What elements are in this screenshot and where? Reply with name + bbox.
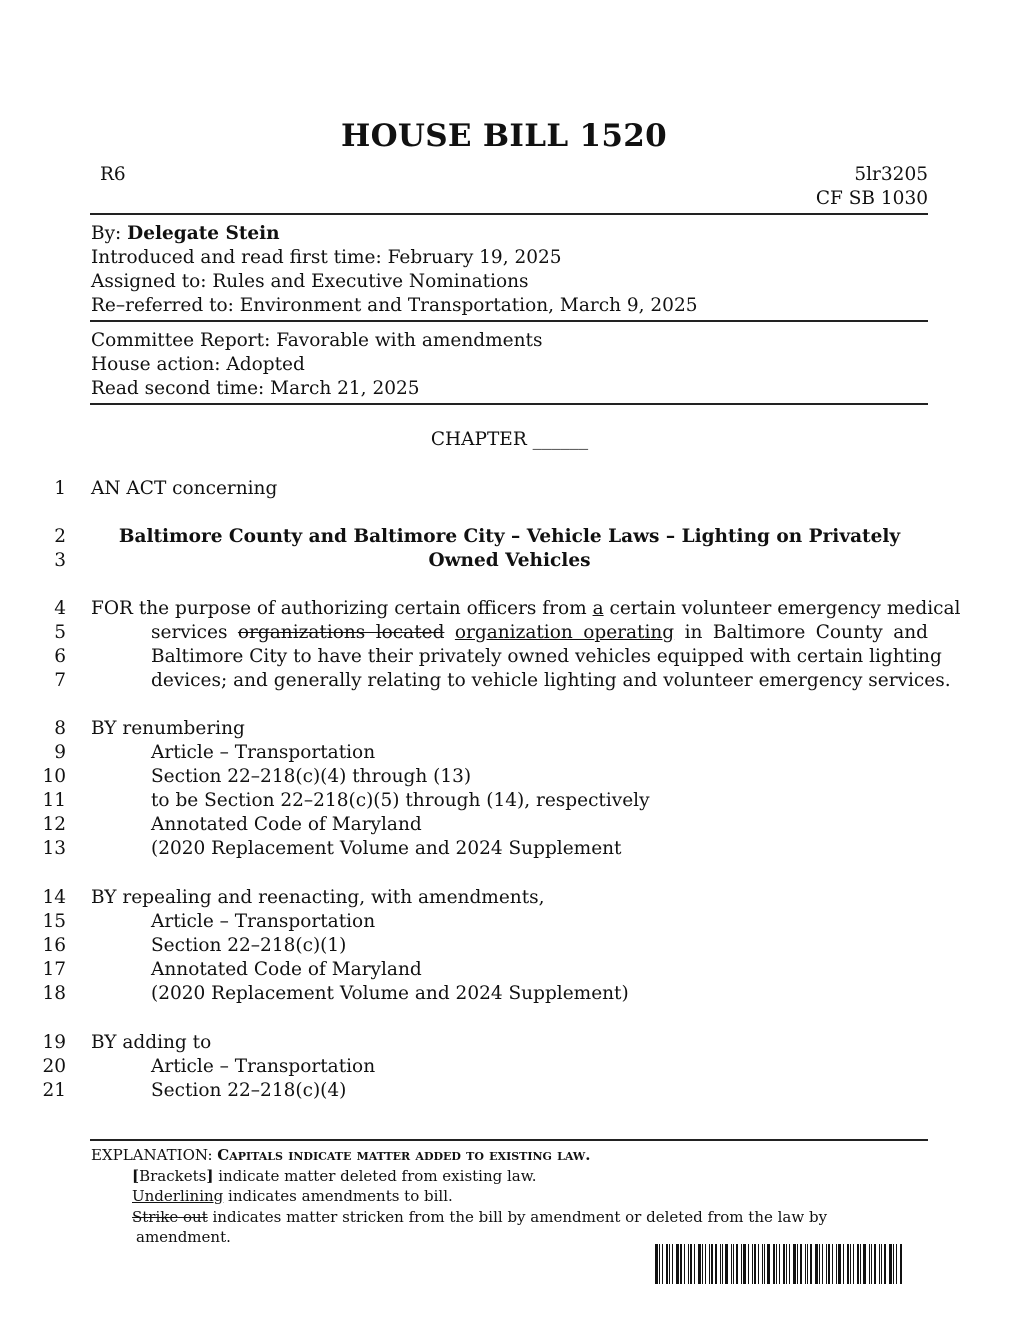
renumber-to: to be Section 22–218(c)(5) through (14), respectively [151, 790, 650, 811]
line-number: 16 [42, 935, 66, 956]
barcode-stripe [797, 1244, 798, 1284]
line-number: 19 [42, 1032, 66, 1053]
purpose-text [444, 622, 454, 643]
introduced-line: Introduced and read first time: February 19, 2025 [91, 247, 562, 268]
line-number: 11 [42, 790, 66, 811]
barcode-stripe [879, 1244, 880, 1284]
barcode-stripe [779, 1244, 780, 1284]
barcode-stripe [666, 1244, 668, 1284]
barcode-stripe [736, 1244, 738, 1284]
barcode-stripe [669, 1244, 670, 1284]
barcode-stripe [684, 1244, 685, 1284]
barcode-stripe [789, 1244, 790, 1284]
barcode-stripe [702, 1244, 703, 1284]
barcode-stripe [680, 1244, 682, 1284]
stricken-text: organizations located [237, 622, 445, 643]
barcode-stripe [863, 1244, 866, 1284]
explanation-label: EXPLANATION: [91, 1146, 218, 1164]
barcode-stripe [720, 1244, 721, 1284]
explanation-underlining [132, 1186, 453, 1206]
subject-line-2: Owned Vehicles [428, 550, 591, 571]
line-number: 20 [42, 1056, 66, 1077]
barcode-stripe [857, 1244, 859, 1284]
subject-line-1: Baltimore County and Baltimore City – Vehicle Laws – Lighting on Privately [118, 526, 901, 547]
explanation-strike-cont: amendment. [136, 1228, 231, 1246]
add-article: Article – Transportation [151, 1056, 376, 1077]
barcode-stripe [871, 1244, 872, 1284]
barcode-stripe [889, 1244, 892, 1284]
barcode-stripe [655, 1244, 658, 1284]
barcode-stripe [881, 1244, 882, 1284]
barcode-stripe [715, 1244, 717, 1284]
repeal-volume: (2020 Replacement Volume and 2024 Supplement) [151, 983, 629, 1004]
line-number: 14 [42, 887, 66, 908]
renumber-volume: (2020 Replacement Volume and 2024 Supplement [151, 838, 622, 859]
house-action: House action: Adopted [91, 354, 305, 375]
barcode-stripe [764, 1244, 765, 1284]
add-by: BY adding to [91, 1032, 212, 1053]
strike-word: Strike out [132, 1208, 208, 1226]
amendment-underline: a [592, 598, 604, 619]
barcode-stripe [869, 1244, 870, 1284]
brackets-word: Brackets [139, 1167, 207, 1185]
barcode-stripe [752, 1244, 753, 1284]
brackets-rest: indicate matter deleted from existing law. [213, 1167, 537, 1185]
barcode-stripe [805, 1244, 806, 1284]
sponsor-name: Delegate Stein [127, 223, 280, 244]
barcode-stripe [694, 1244, 695, 1284]
line-number: 4 [54, 598, 66, 619]
explanation-brackets [132, 1166, 537, 1186]
line-number: 15 [42, 911, 66, 932]
barcode-stripe [853, 1244, 854, 1284]
renumber-by: BY renumbering [91, 718, 245, 739]
barcode-stripe [709, 1244, 710, 1284]
barcode-stripe [900, 1244, 902, 1284]
barcode-stripe [860, 1244, 861, 1284]
purpose-line-4 [91, 598, 961, 620]
committee-rule [90, 403, 928, 405]
explanation-capitals: Capitals indicate matter added to existing law. [217, 1146, 591, 1164]
barcode-stripe [767, 1244, 770, 1284]
line-number: 18 [42, 983, 66, 1004]
line-number: 8 [54, 718, 66, 739]
barcode-stripe [822, 1244, 823, 1284]
explanation-strike [132, 1207, 827, 1227]
barcode-stripe [662, 1244, 663, 1284]
barcode-stripe [741, 1244, 742, 1284]
barcode-stripe [807, 1244, 808, 1284]
purpose-text: services [151, 622, 238, 643]
barcode-stripe [773, 1244, 775, 1284]
line-number: 2 [54, 526, 66, 547]
renumber-code: Annotated Code of Maryland [151, 814, 422, 835]
line-number: 13 [42, 838, 66, 859]
barcode-stripe [896, 1244, 897, 1284]
committee-report: Committee Report: Favorable with amendments [91, 330, 543, 351]
bill-code-right-2: CF SB 1030 [815, 188, 928, 209]
amendment-underline: organization operating [454, 622, 675, 643]
renumber-article: Article – Transportation [151, 742, 376, 763]
purpose-text: certain volunteer emergency medical [603, 598, 961, 619]
barcode-stripe [819, 1244, 820, 1284]
purpose-line-7: devices; and generally relating to vehicle lighting and volunteer emergency services. [151, 670, 951, 691]
bracket-close: ] [206, 1167, 214, 1185]
barcode-stripe [810, 1244, 812, 1284]
barcode-stripe [874, 1244, 876, 1284]
barcode-stripe [793, 1244, 796, 1284]
repeal-code: Annotated Code of Maryland [151, 959, 422, 980]
line-number: 17 [42, 959, 66, 980]
second-reading: Read second time: March 21, 2025 [91, 378, 420, 399]
by-label: By: [91, 223, 128, 244]
barcode-stripe [676, 1244, 679, 1284]
barcode-stripe [815, 1244, 818, 1284]
act-line: AN ACT concerning [91, 478, 278, 499]
barcode-stripe [705, 1244, 706, 1284]
line-number: 7 [54, 670, 66, 691]
line-number: 12 [42, 814, 66, 835]
repeal-article: Article – Transportation [151, 911, 376, 932]
explanation-line [91, 1145, 590, 1165]
barcode-stripe [828, 1244, 830, 1284]
barcode-stripe [826, 1244, 827, 1284]
line-number: 3 [54, 550, 66, 571]
repeal-section: Section 22–218(c)(1) [151, 935, 347, 956]
explanation-rule [90, 1139, 928, 1141]
header-rule [90, 213, 928, 215]
barcode-stripe [672, 1244, 673, 1284]
assigned-line: Assigned to: Rules and Executive Nominations [91, 271, 529, 292]
line-number: 10 [42, 766, 66, 787]
purpose-line-5 [151, 622, 928, 644]
barcode-stripe [731, 1244, 732, 1284]
barcode-stripe [690, 1244, 692, 1284]
renumber-section: Section 22–218(c)(4) through (13) [151, 766, 472, 787]
barcode-stripe [659, 1244, 660, 1284]
barcode-stripe [698, 1244, 701, 1284]
barcode-stripe [754, 1244, 756, 1284]
bill-code-right-1: 5lr3205 [854, 164, 928, 185]
line-number: 21 [42, 1080, 66, 1101]
barcode-stripe [748, 1244, 749, 1284]
strike-rest: indicates matter stricken from the bill by amendment or deleted from the law by [207, 1208, 828, 1226]
sponsor-rule [90, 320, 928, 322]
bill-code-left: R6 [100, 164, 126, 185]
barcode-icon [655, 1244, 905, 1284]
purpose-text: FOR the purpose of authorizing certain officers from [91, 598, 593, 619]
sponsor-line [91, 223, 280, 245]
barcode-stripe [843, 1244, 844, 1284]
barcode-stripe [743, 1244, 746, 1284]
add-section: Section 22–218(c)(4) [151, 1080, 347, 1101]
underlining-rest: indicates amendments to bill. [223, 1187, 453, 1205]
barcode-stripe [722, 1244, 723, 1284]
underlining-word: Underlining [132, 1187, 224, 1205]
barcode-stripe [783, 1244, 785, 1284]
line-number: 1 [54, 478, 66, 499]
line-number: 5 [54, 622, 66, 643]
barcode-stripe [762, 1244, 763, 1284]
barcode-stripe [758, 1244, 759, 1284]
barcode-stripe [832, 1244, 833, 1284]
repeal-by: BY repealing and reenacting, with amendments, [91, 887, 545, 908]
barcode-stripe [733, 1244, 734, 1284]
line-number: 9 [54, 742, 66, 763]
purpose-text: in Baltimore County and [674, 622, 928, 643]
barcode-stripe [711, 1244, 713, 1284]
barcode-stripe [786, 1244, 787, 1284]
barcode-stripe [850, 1244, 851, 1284]
barcode-stripe [893, 1244, 894, 1284]
barcode-stripe [800, 1244, 802, 1284]
barcode-stripe [847, 1244, 849, 1284]
line-number: 6 [54, 646, 66, 667]
barcode-stripe [836, 1244, 837, 1284]
chapter-line: CHAPTER ______ [430, 429, 589, 450]
barcode-stripe [838, 1244, 841, 1284]
barcode-stripe [884, 1244, 886, 1284]
barcode-stripe [688, 1244, 689, 1284]
barcode-stripe [776, 1244, 777, 1284]
bracket-open: [ [132, 1167, 140, 1185]
barcode-stripe [725, 1244, 728, 1284]
purpose-line-6: Baltimore City to have their privately owned vehicles equipped with certain lighting [151, 646, 942, 667]
bill-title: HOUSE BILL 1520 [340, 118, 667, 154]
rereferred-line: Re–referred to: Environment and Transportation, March 9, 2025 [91, 295, 698, 316]
